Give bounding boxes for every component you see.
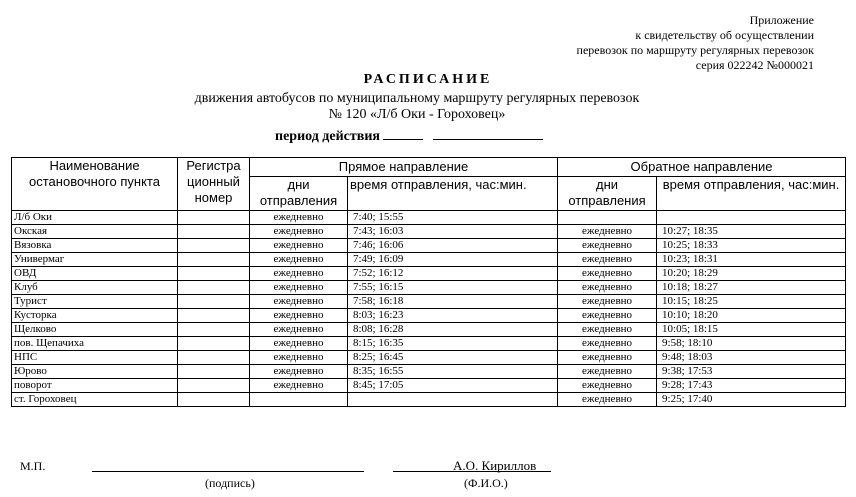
cell-reg-number	[178, 323, 250, 337]
cell-backward-time: 9:28; 17:43	[657, 379, 846, 393]
cell-forward-days: ежедневно	[250, 309, 348, 323]
cell-forward-days: ежедневно	[250, 379, 348, 393]
table-row	[12, 211, 846, 225]
period-blank-long	[433, 127, 543, 140]
table-row	[12, 337, 846, 351]
appendix-line-1: Приложение	[749, 13, 814, 27]
cell-backward-time: 10:05; 18:15	[657, 323, 846, 337]
cell-stop-name: Юрово	[12, 365, 178, 379]
cell-forward-days: ежедневно	[250, 365, 348, 379]
cell-reg-number	[178, 309, 250, 323]
cell-stop-name: ст. Гороховец	[12, 393, 178, 407]
table-row	[12, 393, 846, 407]
cell-forward-time	[348, 393, 558, 407]
cell-stop-name: Вязовка	[12, 239, 178, 253]
schedule-table	[11, 157, 846, 407]
header-forward-days: дни отправления	[250, 177, 348, 211]
cell-reg-number	[178, 351, 250, 365]
cell-reg-number	[178, 253, 250, 267]
table-row	[12, 323, 846, 337]
schedule-body	[12, 211, 846, 407]
cell-backward-days: ежедневно	[558, 295, 657, 309]
subtitle-route-number: № 120 «Л/б Оки - Гороховец»	[328, 107, 506, 122]
cell-forward-time: 7:55; 16:15	[348, 281, 558, 295]
header-backward-time: время отправления, час:мин.	[657, 177, 846, 211]
signature-caption: (подпись)	[205, 476, 255, 490]
appendix-block	[577, 13, 814, 73]
cell-forward-days: ежедневно	[250, 267, 348, 281]
appendix-line-3: перевозок по маршруту регулярных перевозок	[576, 43, 814, 57]
cell-forward-time: 8:45; 17:05	[348, 379, 558, 393]
cell-forward-time: 7:46; 16:06	[348, 239, 558, 253]
cell-reg-number	[178, 295, 250, 309]
cell-backward-days: ежедневно	[558, 365, 657, 379]
table-row	[12, 295, 846, 309]
cell-reg-number	[178, 379, 250, 393]
cell-stop-name: Окская	[12, 225, 178, 239]
cell-reg-number	[178, 225, 250, 239]
cell-backward-time: 9:48; 18:03	[657, 351, 846, 365]
cell-backward-time: 10:20; 18:29	[657, 267, 846, 281]
cell-stop-name: пов. Щепачиха	[12, 337, 178, 351]
table-row	[12, 281, 846, 295]
cell-backward-time: 10:25; 18:33	[657, 239, 846, 253]
cell-reg-number	[178, 211, 250, 225]
cell-forward-days: ежедневно	[250, 225, 348, 239]
cell-backward-days: ежедневно	[558, 351, 657, 365]
cell-backward-time: 10:27; 18:35	[657, 225, 846, 239]
cell-backward-time	[657, 211, 846, 225]
subtitle-route-type: движения автобусов по муниципальному маршруту регулярных перевозок	[194, 91, 640, 106]
name-caption: (Ф.И.О.)	[464, 476, 508, 490]
cell-stop-name: Клуб	[12, 281, 178, 295]
header-backward: Обратное направление	[558, 158, 846, 177]
cell-forward-days: ежедневно	[250, 337, 348, 351]
cell-backward-days: ежедневно	[558, 393, 657, 407]
cell-backward-time: 10:15; 18:25	[657, 295, 846, 309]
cell-stop-name: Л/б Оки	[12, 211, 178, 225]
cell-backward-days: ежедневно	[558, 225, 657, 239]
header-stop-name: Наименование остановочного пункта	[12, 158, 178, 211]
cell-backward-days: ежедневно	[558, 239, 657, 253]
name-line	[393, 471, 551, 472]
header-reg-number: Регистра ционный номер	[178, 158, 250, 211]
cell-backward-days: ежедневно	[558, 267, 657, 281]
cell-forward-time: 7:58; 16:18	[348, 295, 558, 309]
cell-stop-name: Кусторка	[12, 309, 178, 323]
period-blank-short	[383, 127, 423, 140]
cell-backward-days: ежедневно	[558, 337, 657, 351]
cell-backward-time: 9:25; 17:40	[657, 393, 846, 407]
stamp-place-label: М.П.	[20, 459, 46, 473]
cell-backward-days: ежедневно	[558, 323, 657, 337]
cell-forward-time: 8:25; 16:45	[348, 351, 558, 365]
cell-backward-time: 10:18; 18:27	[657, 281, 846, 295]
cell-stop-name: ОВД	[12, 267, 178, 281]
cell-forward-days: ежедневно	[250, 295, 348, 309]
appendix-line-2: к свидетельству об осуществлении	[635, 28, 814, 42]
header-row-1	[12, 158, 846, 177]
cell-forward-days: ежедневно	[250, 211, 348, 225]
cell-stop-name: поворот	[12, 379, 178, 393]
table-row	[12, 239, 846, 253]
cell-reg-number	[178, 393, 250, 407]
cell-forward-time: 8:03; 16:23	[348, 309, 558, 323]
table-row	[12, 225, 846, 239]
cell-forward-time: 8:15; 16:35	[348, 337, 558, 351]
cell-forward-time: 8:35; 16:55	[348, 365, 558, 379]
cell-forward-days: ежедневно	[250, 253, 348, 267]
table-row	[12, 253, 846, 267]
cell-forward-time: 8:08; 16:28	[348, 323, 558, 337]
document-title: РАСПИСАНИЕ	[363, 72, 493, 87]
period-field	[275, 127, 543, 145]
cell-forward-time: 7:43; 16:03	[348, 225, 558, 239]
cell-forward-days: ежедневно	[250, 281, 348, 295]
cell-backward-days: ежедневно	[558, 309, 657, 323]
signer-name: А.О. Кириллов	[453, 458, 537, 473]
header-forward: Прямое направление	[250, 158, 558, 177]
period-label: период действия	[275, 129, 380, 144]
signature-line	[92, 471, 364, 472]
cell-forward-days: ежедневно	[250, 239, 348, 253]
cell-reg-number	[178, 267, 250, 281]
cell-reg-number	[178, 281, 250, 295]
table-row	[12, 351, 846, 365]
cell-reg-number	[178, 337, 250, 351]
table-row	[12, 379, 846, 393]
cell-reg-number	[178, 365, 250, 379]
cell-forward-days	[250, 393, 348, 407]
cell-backward-time: 9:58; 18:10	[657, 337, 846, 351]
cell-stop-name: Щелково	[12, 323, 178, 337]
cell-stop-name: Турист	[12, 295, 178, 309]
cell-stop-name: НПС	[12, 351, 178, 365]
cell-backward-days: ежедневно	[558, 379, 657, 393]
cell-forward-time: 7:52; 16:12	[348, 267, 558, 281]
cell-forward-time: 7:40; 15:55	[348, 211, 558, 225]
cell-reg-number	[178, 239, 250, 253]
table-row	[12, 365, 846, 379]
cell-backward-days: ежедневно	[558, 253, 657, 267]
table-row	[12, 309, 846, 323]
header-forward-time: время отправления, час:мин.	[348, 177, 558, 211]
cell-forward-days: ежедневно	[250, 351, 348, 365]
cell-stop-name: Универмаг	[12, 253, 178, 267]
header-backward-days: дни отправления	[558, 177, 657, 211]
appendix-line-4: серия 022242 №000021	[695, 58, 814, 72]
cell-backward-time: 10:23; 18:31	[657, 253, 846, 267]
cell-backward-days	[558, 211, 657, 225]
cell-backward-days: ежедневно	[558, 281, 657, 295]
cell-forward-days: ежедневно	[250, 323, 348, 337]
cell-backward-time: 10:10; 18:20	[657, 309, 846, 323]
cell-backward-time: 9:38; 17:53	[657, 365, 846, 379]
cell-forward-time: 7:49; 16:09	[348, 253, 558, 267]
table-row	[12, 267, 846, 281]
